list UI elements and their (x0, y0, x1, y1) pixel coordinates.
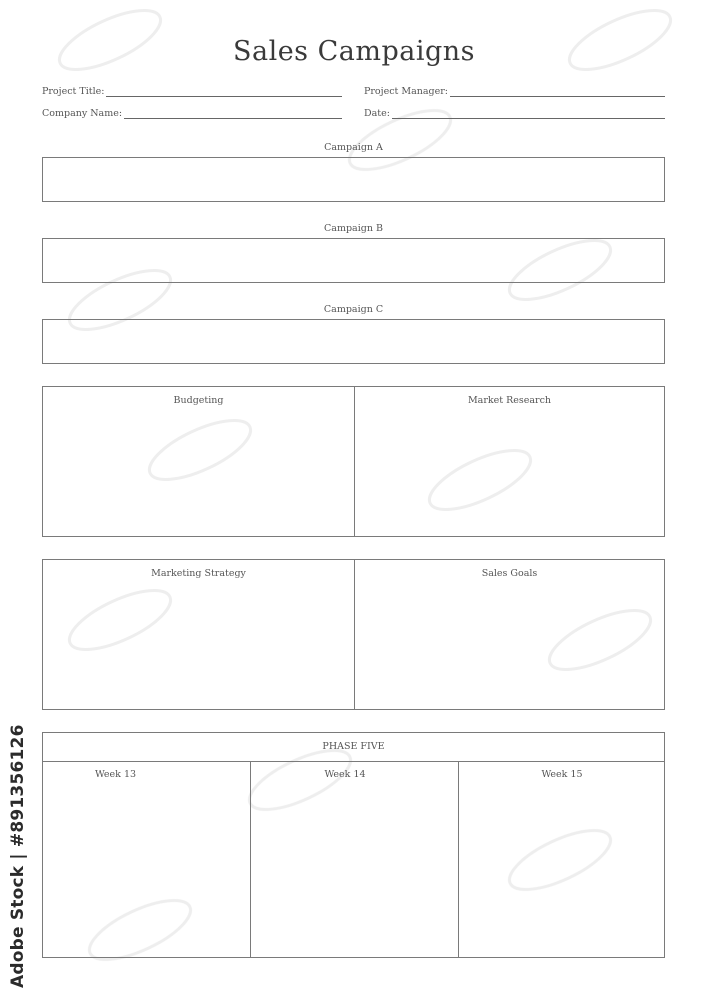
company-name-line (124, 109, 342, 119)
sales-goals-label: Sales Goals (481, 568, 538, 579)
campaign-a-label: Campaign A (324, 142, 383, 153)
campaign-a-box[interactable] (42, 157, 665, 202)
budgeting-label: Budgeting (173, 395, 224, 406)
week-13-cell[interactable] (43, 761, 250, 957)
budgeting-cell[interactable] (43, 387, 354, 536)
marketing-strategy-cell[interactable] (43, 560, 354, 709)
week-13-label: Week 13 (94, 769, 137, 780)
project-manager-label: Project Manager: (364, 86, 448, 97)
stock-watermark-text: Adobe Stock | #891356126 (8, 724, 28, 988)
market-research-cell[interactable] (354, 387, 665, 536)
strategy-goals-grid (42, 559, 665, 710)
week-15-label: Week 15 (541, 769, 583, 780)
marketing-strategy-label: Marketing Strategy (151, 568, 246, 579)
date-label: Date: (364, 108, 390, 119)
campaign-c-label: Campaign C (323, 304, 384, 315)
phase-table (42, 732, 665, 958)
date-line (392, 109, 665, 119)
company-name-label: Company Name: (42, 108, 123, 119)
project-title-line (106, 87, 342, 97)
week-14-label: Week 14 (324, 769, 366, 780)
phase-title: PHASE FIVE (322, 741, 385, 752)
market-research-label: Market Research (467, 395, 552, 406)
project-title-field[interactable] (42, 86, 342, 97)
week-14-cell[interactable] (250, 761, 458, 957)
campaign-c-box[interactable] (42, 319, 665, 364)
project-manager-field[interactable] (364, 86, 665, 97)
project-manager-line (450, 87, 665, 97)
date-field[interactable] (364, 108, 665, 119)
budget-research-grid (42, 386, 665, 537)
campaign-b-box[interactable] (42, 238, 665, 283)
page-title: Sales Campaigns (232, 36, 476, 67)
company-name-field[interactable] (42, 108, 342, 119)
project-title-label: Project Title: (42, 86, 105, 97)
campaign-b-label: Campaign B (324, 223, 383, 234)
sales-goals-cell[interactable] (354, 560, 665, 709)
week-15-cell[interactable] (458, 761, 665, 957)
